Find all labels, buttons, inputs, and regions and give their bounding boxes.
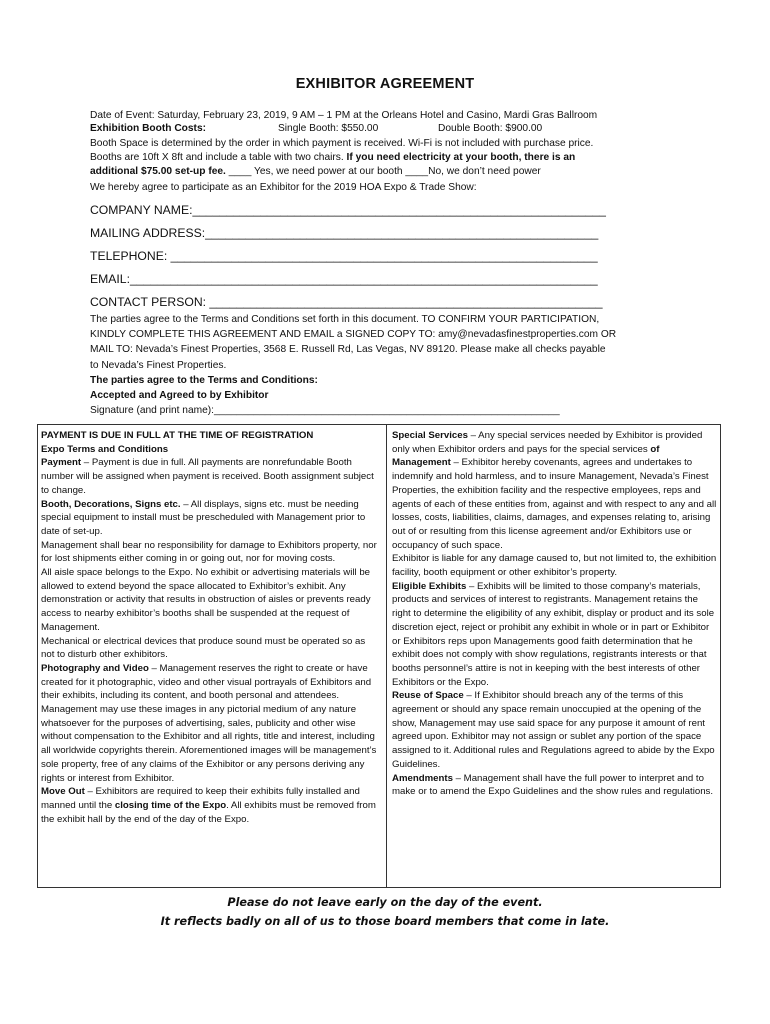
payment-clause — [41, 456, 381, 497]
terms-line: The parties agree to the Terms and Conditions set forth in this document. TO CONFIRM YOUR PARTICIPATION, — [90, 314, 600, 325]
footer-note-2: It reflects badly on all of us to those board members that come in late. — [160, 915, 610, 928]
footer-note-1: Please do not leave early on the day of the event. — [227, 896, 543, 909]
photo-clause — [41, 662, 381, 785]
of-management: of Management — [392, 443, 660, 469]
special-services-label: Special Services — [392, 430, 468, 441]
reuse-clause — [392, 689, 718, 771]
setup-fee-text: additional $75.00 set-up fee. — [90, 166, 226, 177]
expo-terms-heading: Expo Terms and Conditions — [41, 443, 169, 455]
signature-field[interactable]: Signature (and print name):_____________________________________________________________ — [90, 405, 560, 417]
booth-costs-label: Exhibition Booth Costs: — [90, 123, 207, 134]
single-booth-price: Single Booth: $550.00 — [278, 123, 379, 134]
liability-clause: Exhibitor is liable for any damage caused to, but not limited to, the exhibition facility, booth equipment or other exhibitor’s property. — [392, 553, 717, 579]
mechanical-clause: Mechanical or electrical devices that produce sound must be operated so as not to disturb other exhibitors. — [41, 635, 366, 661]
document-title: EXHIBITOR AGREEMENT — [295, 76, 475, 92]
contact-person-field[interactable]: CONTACT PERSON: __________________________________________________________ — [90, 295, 603, 309]
electricity-note: If you need electricity at your booth, there is an — [346, 152, 576, 163]
booth-label: Booth, Decorations, Signs etc. — [41, 498, 181, 510]
move-out-clause — [41, 785, 381, 826]
company-name-field[interactable]: COMPANY NAME:_____________________________________________________________ — [90, 203, 606, 217]
contact-fields — [90, 199, 650, 314]
move-out-text-end: . All exhibits must be removed from the exhibit hall by the end of the day of the Expo. — [41, 799, 376, 825]
reuse-text: – If Exhibitor should breach any of the terms of this agreement or should any space remain unoccupied at the opening of the show, Management may use said space for any purpose it amount of rent agreed upon. Exhibitor may not assign or sublet any portion of the space assigned to it. Additional rules and Regulations agreed to abide by the Expo Guidelines. — [392, 690, 715, 770]
eligible-clause — [392, 580, 718, 690]
event-date-line: Date of Event: Saturday, February 23, 2019, 9 AM – 1 PM at the Orleans Hotel and Casino, Mardi Gras Ballroom — [90, 110, 598, 121]
booth-costs-line — [90, 122, 690, 136]
terms-intro — [90, 312, 690, 418]
accepted-heading: Accepted and Agreed to by Exhibitor — [90, 390, 269, 402]
aisle-clause: All aisle space belongs to the Expo. No exhibit or advertising materials will be allowed to extend beyond the space allocated to Exhibitor’s exhibit. Any demonstration or activity that results in obstruction of aisles or prevents ready access to nearby exhibitor’s booths shall be suspended at the request of Management. — [41, 567, 371, 633]
photo-label: Photography and Video — [41, 662, 149, 674]
payment-due-heading: PAYMENT IS DUE IN FULL AT THE TIME OF REGISTRATION — [41, 430, 314, 441]
amendments-label: Amendments — [392, 772, 453, 784]
eligible-label: Eligible Exhibits — [392, 580, 467, 592]
booth-clause — [41, 498, 381, 539]
double-booth-price: Double Booth: $900.00 — [438, 123, 543, 134]
booth-size-line — [90, 151, 690, 165]
setup-fee-line — [90, 165, 690, 179]
damage-clause: Management shall bear no responsibility for damage to Exhibitors property, nor for lost shipments either coming in or going out, nor for moving costs. — [41, 539, 377, 565]
terms-line: KINDLY COMPLETE THIS AGREEMENT AND EMAIL a SIGNED COPY TO: amy@nevadasfinestproperties.com OR — [90, 329, 617, 341]
email-field[interactable]: EMAIL:_____________________________________________________________________ — [90, 272, 598, 286]
participation-statement: We hereby agree to participate as an Exhibitor for the 2019 HOA Expo & Trade Show: — [90, 182, 477, 193]
right-terms-column — [392, 429, 718, 799]
payment-text: – Payment is due in full. All payments are nonrefundable Booth number will be assigned when payment is received. Booth assignment subject to change. — [41, 457, 374, 496]
terms-line: MAIL TO: Nevada’s Finest Properties, 3568 E. Russell Rd, Las Vegas, NV 89120. Please make all checks payable — [90, 344, 606, 356]
move-out-label: Move Out — [41, 786, 85, 798]
telephone-field[interactable]: TELEPHONE: _______________________________________________________________ — [90, 249, 598, 263]
eligible-text: – Exhibits will be limited to those company’s materials, products and services of interest to registrants. Management retains the right to determine the eligibility of any exhibit, display or product and its sole discretion eject, reject or prohibit any exhibit in whole or in part or Exhibitor or Exhibitors reps upon Managements good faith determination that he exhibit does not comply with show regulations, registrants interests or that booths personnel’s attire is not in keeping with the best interests of other Exhibitors or the Expo. — [392, 580, 715, 688]
special-services-clause — [392, 429, 718, 552]
indemnity-text: – Exhibitor hereby covenants, agrees and undertakes to indemnify and hold harmless, and to insure Management, Nevada’s Finest Properties, the exhibition facility and the respective employees, reps and agents of each of these entities from, against and with respect to any and all losses, costs, liabilities, claims, damages, and expenses relating to, arising out of or resulting from this license agreement and/or Exhibitors use or occupancy of such space. — [392, 457, 717, 551]
amendments-clause — [392, 772, 718, 799]
left-terms-column — [41, 429, 381, 826]
photo-text: – Management reserves the right to create or have created for it photographic, video and other visual portrayals of Exhibitors and their exhibits, including its content, and booth personal and attendees. Management may use these images in any pictorial medium of any nature whatsoever for the purposes of advertising, sales, publicity and other wise without compensation to the Exhibitor and all rights, title and interest, including all worldwide copyrights therein. Aforementioned images will be management’s sole property, free of any claims of the Exhibitor or any persons deriving any rights or interest from Exhibitor. — [41, 662, 377, 784]
terms-agree-heading: The parties agree to the Terms and Conditions: — [90, 374, 318, 386]
special-services-text: – Any special services needed by Exhibitor is provided only when Exhibitor orders and pays for the special services — [392, 430, 703, 455]
mailing-address-field[interactable]: MAILING ADDRESS:__________________________________________________________ — [90, 226, 599, 240]
payment-label: Payment — [41, 457, 82, 469]
column-divider — [386, 424, 387, 888]
reuse-label: Reuse of Space — [392, 690, 464, 702]
booth-space-line: Booth Space is determined by the order in which payment is received. Wi-Fi is not included with purchase price. — [90, 138, 594, 149]
booth-text: – All displays, signs etc. must be needing special equipment to install must be prescheduled with Management prior to date of set-up. — [41, 498, 366, 537]
booth-size-text: Booths are 10ft X 8ft and include a table with two chairs. — [90, 152, 347, 163]
power-choice: ____ Yes, we need power at our booth ____No, we don’t need power — [225, 166, 541, 177]
amendments-text: – Management shall have the full power to interpret and to make or to amend the Expo Guidelines and the show rules and regulations. — [392, 772, 714, 798]
closing-time: closing time of the Expo — [114, 799, 227, 811]
terms-line: to Nevada’s Finest Properties. — [90, 359, 227, 371]
move-out-text: – Exhibitors are required to keep their exhibits fully installed and manned until the — [41, 786, 360, 811]
